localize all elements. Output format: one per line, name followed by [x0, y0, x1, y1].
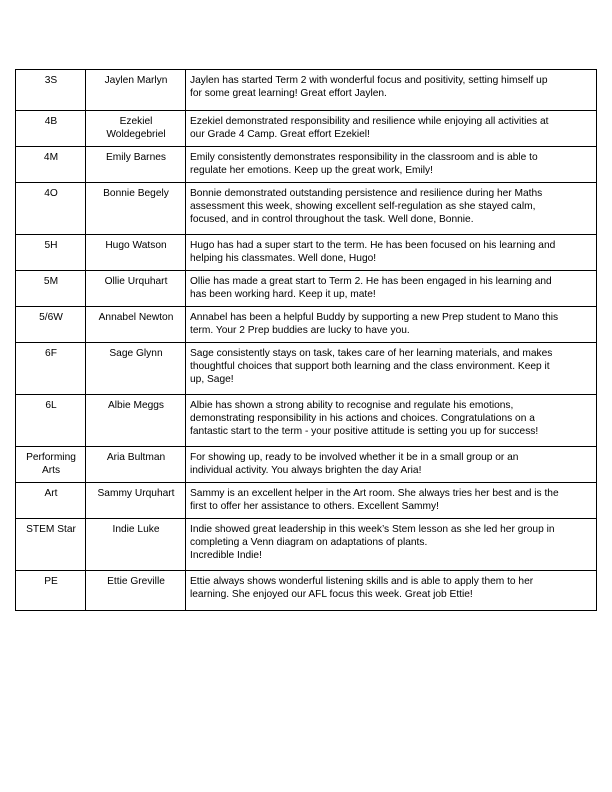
award-message-cell: Jaylen has started Term 2 with wonderful focus and positivity, setting himself up for some great learning! Great effort Jaylen. — [186, 70, 597, 111]
award-message-cell: Indie showed great leadership in this week’s Stem lesson as she led her group in completing a Venn diagram on adaptations of plants. Incredible Indie! — [186, 519, 597, 571]
student-name-cell: Emily Barnes — [86, 147, 186, 183]
award-row — [16, 271, 597, 307]
award-message-cell: Bonnie demonstrated outstanding persistence and resilience during her Maths assessment this week, showing excellent self-regulation as she stayed calm, focused, and in control throughout the task. Well done, Bonnie. — [186, 183, 597, 235]
award-row — [16, 111, 597, 147]
student-name-cell: Bonnie Begely — [86, 183, 186, 235]
student-name-cell: Ezekiel Woldegebriel — [86, 111, 186, 147]
award-message-cell: Hugo has had a super start to the term. He has been focused on his learning and helping his classmates. Well done, Hugo! — [186, 235, 597, 271]
class-name-cell: 5H — [16, 235, 86, 271]
award-row — [16, 70, 597, 111]
student-name-cell: Aria Bultman — [86, 447, 186, 483]
class-name-cell: 5/6W — [16, 307, 86, 343]
class-name-cell: 4O — [16, 183, 86, 235]
award-message-cell: Annabel has been a helpful Buddy by supporting a new Prep student to Mano this term. Your 2 Prep buddies are lucky to have you. — [186, 307, 597, 343]
award-row — [16, 147, 597, 183]
student-awards-table — [15, 69, 597, 611]
award-message-cell: Emily consistently demonstrates responsibility in the classroom and is able to regulate her emotions. Keep up the great work, Emily! — [186, 147, 597, 183]
award-row — [16, 235, 597, 271]
class-name-cell: STEM Star — [16, 519, 86, 571]
award-message-cell: Albie has shown a strong ability to recognise and regulate his emotions, demonstrating responsibility in his actions and choices. Congratulations on a fantastic start to the term - your positive attitude is setting you up for success! — [186, 395, 597, 447]
class-name-cell: 4B — [16, 111, 86, 147]
class-name-cell: 3S — [16, 70, 86, 111]
award-message-cell: Ezekiel demonstrated responsibility and resilience while enjoying all activities at our Grade 4 Camp. Great effort Ezekiel! — [186, 111, 597, 147]
class-name-cell: Performing Arts — [16, 447, 86, 483]
award-row — [16, 395, 597, 447]
award-row — [16, 571, 597, 611]
student-name-cell: Sage Glynn — [86, 343, 186, 395]
class-name-cell: PE — [16, 571, 86, 611]
award-row — [16, 183, 597, 235]
student-name-cell: Jaylen Marlyn — [86, 70, 186, 111]
student-name-cell: Ollie Urquhart — [86, 271, 186, 307]
student-name-cell: Ettie Greville — [86, 571, 186, 611]
student-awards-table-body — [16, 70, 597, 611]
award-row — [16, 307, 597, 343]
class-name-cell: 6L — [16, 395, 86, 447]
student-name-cell: Hugo Watson — [86, 235, 186, 271]
award-message-cell: Sammy is an excellent helper in the Art room. She always tries her best and is the first to offer her assistance to others. Excellent Sammy! — [186, 483, 597, 519]
class-name-cell: Art — [16, 483, 86, 519]
award-message-cell: Ettie always shows wonderful listening skills and is able to apply them to her learning. She enjoyed our AFL focus this week. Great job Ettie! — [186, 571, 597, 611]
student-name-cell: Sammy Urquhart — [86, 483, 186, 519]
class-name-cell: 5M — [16, 271, 86, 307]
award-message-cell: For showing up, ready to be involved whether it be in a small group or an individual activity. You always brighten the day Aria! — [186, 447, 597, 483]
student-name-cell: Albie Meggs — [86, 395, 186, 447]
award-row — [16, 343, 597, 395]
award-row — [16, 483, 597, 519]
award-message-cell: Sage consistently stays on task, takes care of her learning materials, and makes thoughtful choices that support both learning and the class environment. Keep it up, Sage! — [186, 343, 597, 395]
award-message-cell: Ollie has made a great start to Term 2. He has been engaged in his learning and has been working hard. Keep it up, mate! — [186, 271, 597, 307]
class-name-cell: 6F — [16, 343, 86, 395]
student-name-cell: Indie Luke — [86, 519, 186, 571]
award-row — [16, 447, 597, 483]
student-name-cell: Annabel Newton — [86, 307, 186, 343]
award-row — [16, 519, 597, 571]
class-name-cell: 4M — [16, 147, 86, 183]
